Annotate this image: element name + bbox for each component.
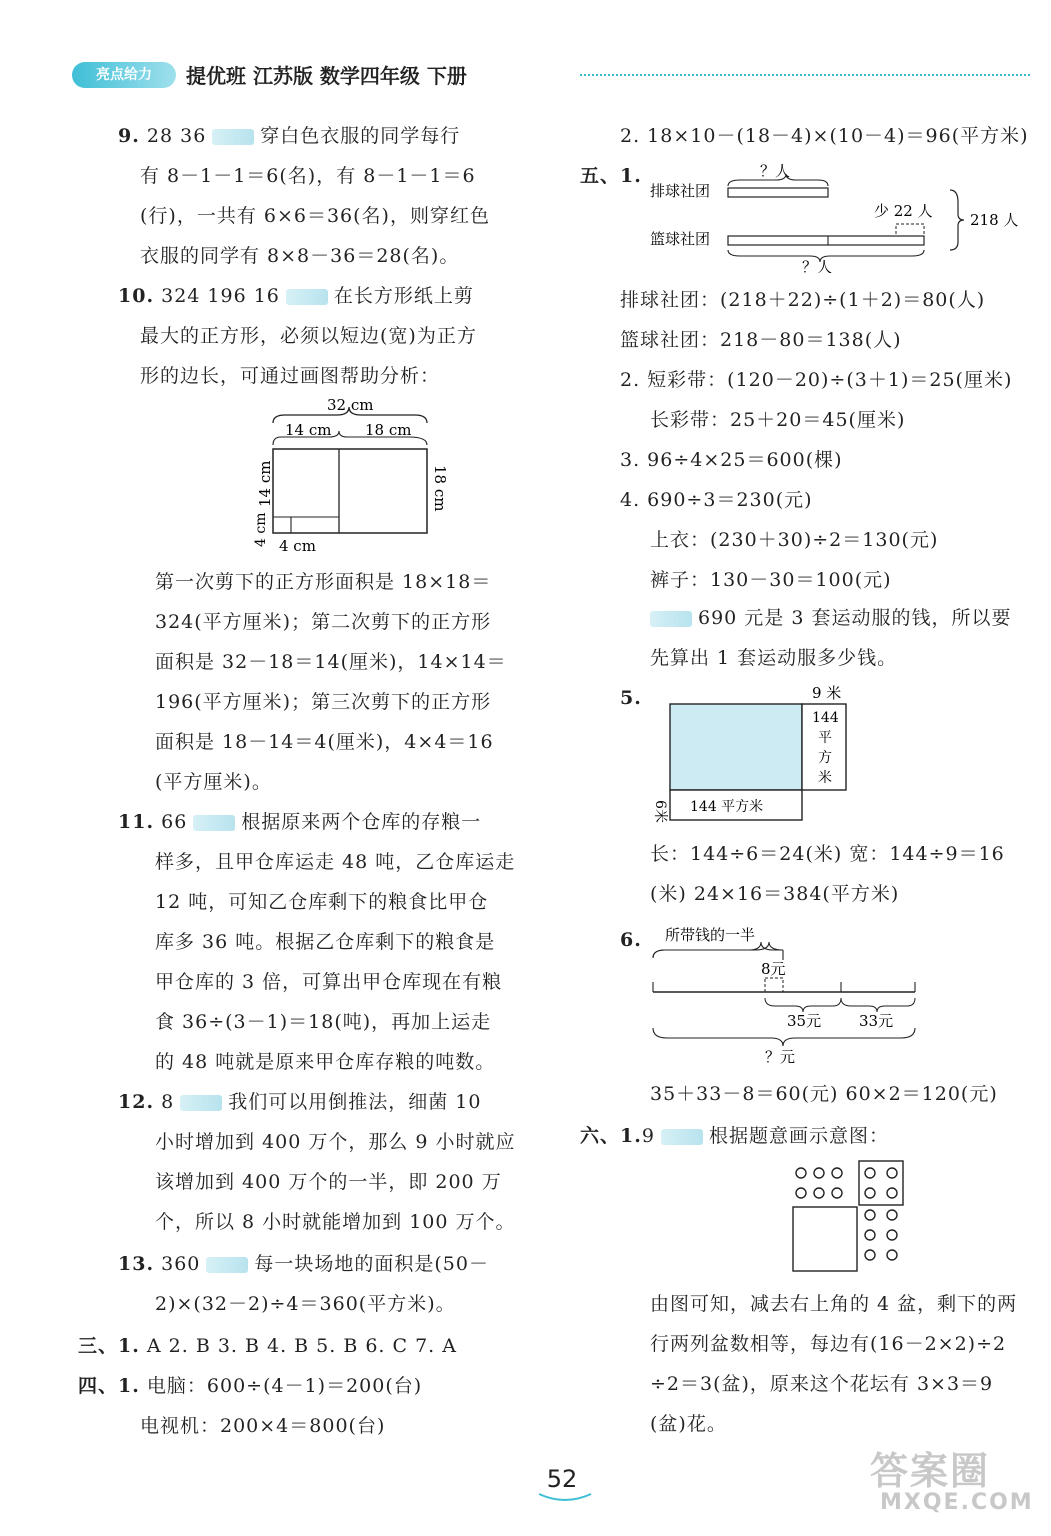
q11-line-1 (118, 810, 481, 834)
s5-q4-l4 (650, 606, 1011, 630)
q10-fig-right: 18 cm (431, 465, 449, 512)
s5-q4-l5: 先算出 1 套运动服多少钱。 (650, 647, 898, 669)
analysis-tag (180, 1095, 222, 1111)
s6-q1-l2: 行两列盆数相等，每边有(16－2×2)÷2 (650, 1333, 1007, 1355)
s5-q1-label: 五、1. (580, 165, 642, 187)
s5q6-b: 33元 (859, 1012, 894, 1030)
s5q1-q1: ？人 (760, 162, 791, 180)
s5q1-row2: 篮球社团 (650, 230, 711, 248)
brand-badge: 亮点给力 (72, 62, 176, 88)
q11-line-4: 库多 36 吨。根据乙仓库剩下的粮食是 (155, 931, 496, 953)
q12-num: 12. (118, 1091, 155, 1113)
q11-line-6: 食 36÷(3－1)＝18(吨)，再加上运走 (155, 1011, 492, 1033)
q12-line-1 (118, 1090, 481, 1114)
analysis-tag (286, 289, 328, 305)
q12-line-3: 该增加到 400 万个的一半，即 200 万 (155, 1171, 502, 1193)
s6-q1-l4: (盆)花。 (650, 1413, 727, 1435)
s5q5-top: 9 米 (812, 684, 842, 702)
s5-q4-l2: 上衣：(230＋30)÷2＝130(元) (650, 529, 939, 551)
q9-line-3: (行)，一共有 6×6＝36(名)，则穿红色 (140, 205, 490, 227)
q12-line-2: 小时增加到 400 万个，那么 9 小时就应 (155, 1131, 516, 1153)
q10-num: 10. (118, 285, 155, 307)
s5-q2-l1: 2. 短彩带：(120－20)÷(3＋1)＝25(厘米) (620, 369, 1013, 391)
s5-q5-label: 5. (620, 687, 642, 709)
q10-line-1 (118, 284, 474, 308)
s5q5-side-b: 平 (818, 730, 832, 746)
s5-q6-label: 6. (620, 929, 642, 951)
q10-fig-corner: 4 cm (253, 512, 269, 547)
q10-after-3: 面积是 32－18＝14(厘米)，14×14＝ (155, 651, 507, 673)
q11-line-7: 的 48 吨就是原来甲仓库存粮的吨数。 (155, 1051, 496, 1073)
s5-q2-l2: 长彩带：25＋20＝45(厘米) (650, 409, 906, 431)
analysis-tag (193, 815, 235, 831)
s5q6-total: ？元 (765, 1048, 796, 1066)
q10-fig-a: 14 cm (285, 421, 332, 439)
s5-q5-figure (640, 680, 860, 830)
s5q5-left: 6米 (652, 800, 668, 823)
q13-answer: 360 (161, 1253, 201, 1275)
s5-q3: 3. 96÷4×25＝600(棵) (620, 449, 843, 471)
s6-q1-l1: 由图可知，减去右上角的 4 盆，剩下的两 (650, 1293, 1018, 1315)
q13-text: 每一块场地的面积是(50－ (254, 1253, 489, 1275)
q10-line-3: 形的边长，可通过画图帮助分析： (140, 365, 441, 387)
s5q1-row1: 排球社团 (650, 182, 711, 200)
analysis-tag (206, 1257, 248, 1273)
q10-answer: 324 196 16 (161, 285, 280, 307)
watermark: 答案圈 (870, 1449, 991, 1493)
q11-line-2: 样多，且甲仓库运走 48 吨，乙仓库运走 (155, 851, 516, 873)
s5-q1-l1: 排球社团：(218＋22)÷(1＋2)＝80(人) (620, 289, 986, 311)
s5-q4-l1: 4. 690÷3＝230(元) (620, 489, 813, 511)
section-3-label: 三、1. (78, 1335, 140, 1357)
s5-q1-l2: 篮球社团：218－80＝138(人) (620, 329, 902, 351)
q10-after-2: 324(平方厘米)；第二次剪下的正方形 (155, 611, 492, 633)
q10-fig-left: 14 cm (256, 460, 274, 507)
q11-line-5: 甲仓库的 3 倍，可算出甲仓库现在有粮 (155, 971, 503, 993)
q13-num: 13. (118, 1253, 155, 1275)
s6-q1-l3: ÷2＝3(盆)，原来这个花坛有 3×3＝9 (650, 1373, 994, 1395)
analysis-tag (212, 129, 254, 145)
q10-rectangle-figure (245, 395, 460, 560)
q10-fig-top: 32 cm (327, 396, 374, 414)
q13-line-1 (118, 1252, 489, 1276)
q10-after-4: 196(平方厘米)；第三次剪下的正方形 (155, 691, 492, 713)
page-number-swoosh (535, 1490, 595, 1504)
section-4-label: 四、1. (78, 1375, 140, 1397)
s5q1-less: 少 22 人 (874, 202, 933, 220)
q11-text: 根据原来两个仓库的存粮一 (241, 811, 482, 833)
q10-fig-b: 18 cm (365, 421, 412, 439)
q12-line-4: 个，所以 8 小时就能增加到 100 万个。 (155, 1211, 516, 1233)
q13-line-2: 2)×(32－2)÷4＝360(平方米)。 (155, 1293, 456, 1315)
s5q6-top: 所带钱的一半 (665, 926, 756, 944)
section-4-line-2: 电视机：200×4＝800(台) (140, 1415, 386, 1437)
s5q1-q2: ？人 (802, 258, 833, 273)
s4-q2: 2. 18×10－(18－4)×(10－4)＝96(平方米) (620, 125, 1029, 147)
s5-q5-l1: 长：144÷6＝24(米) 宽：144÷9＝16 (650, 843, 1005, 865)
q10-after-1: 第一次剪下的正方形面积是 18×18＝ (155, 571, 492, 593)
header-rule (580, 74, 1030, 76)
s5q5-side-a: 144 (812, 710, 839, 726)
q9-answer: 28 36 (146, 125, 207, 147)
s5-q6-l1: 35＋33－8＝60(元) 60×2＝120(元) (650, 1083, 998, 1105)
s5q1-total: 218 人 (970, 211, 1019, 229)
page-number: 52 (546, 1465, 578, 1493)
s5q5-side-d: 米 (818, 770, 832, 786)
q10-fig-bottom: 4 cm (279, 537, 316, 555)
q9-line-2: 有 8－1－1＝6(名)，有 8－1－1＝6 (140, 165, 476, 187)
section-3 (78, 1334, 457, 1358)
s6-q1-line-0 (580, 1124, 889, 1148)
s5q6-a: 35元 (787, 1012, 822, 1030)
s6-q1-answer: 9 (641, 1125, 655, 1147)
q10-text: 在长方形纸上剪 (333, 285, 474, 307)
analysis-tag (650, 611, 692, 627)
s5-q6-figure (645, 920, 925, 1070)
q9-text: 穿白色衣服的同学每行 (260, 125, 461, 147)
section-4 (78, 1374, 422, 1398)
s5-q4-l4-text: 690 元是 3 套运动服的钱，所以要 (698, 607, 1012, 629)
book-title: 提优班 江苏版 数学四年级 下册 (186, 64, 467, 88)
s5-q4-l3: 裤子：130－30＝100(元) (650, 569, 892, 591)
s5-q1-figure (640, 158, 1030, 273)
q9-line-1 (118, 124, 460, 148)
q12-text: 我们可以用倒推法，细菌 10 (228, 1091, 482, 1113)
q10-line-2: 最大的正方形，必须以短边(宽)为正方 (140, 325, 477, 347)
q11-num: 11. (118, 811, 155, 833)
section-3-text: A 2. B 3. B 4. B 5. B 6. C 7. A (146, 1335, 457, 1357)
q11-answer: 66 (161, 811, 188, 833)
s5q6-eight: 8元 (761, 960, 786, 978)
q10-after-6: (平方厘米)。 (155, 771, 272, 793)
s5q5-bottom: 144 平方米 (690, 799, 764, 815)
q12-answer: 8 (161, 1091, 175, 1113)
watermark-url: MXQE.COM (880, 1490, 1034, 1515)
q10-after-5: 面积是 18－14＝4(厘米)，4×4＝16 (155, 731, 494, 753)
q9-line-4: 衣服的同学有 8×8－36＝28(名)。 (140, 245, 460, 267)
s6-q1-label: 六、1. (580, 1125, 642, 1147)
q9-num: 9. (118, 125, 140, 147)
s5q5-side-c: 方 (818, 750, 832, 766)
s6-q1-l0: 根据题意画示意图： (708, 1125, 889, 1147)
s5-q5-l2: (米) 24×16＝384(平方米) (650, 883, 900, 905)
analysis-tag (661, 1129, 703, 1145)
s6-q1-figure (785, 1155, 915, 1295)
section-4-text: 电脑：600÷(4－1)＝200(台) (146, 1375, 423, 1397)
q11-line-3: 12 吨，可知乙仓库剩下的粮食比甲仓 (155, 891, 489, 913)
